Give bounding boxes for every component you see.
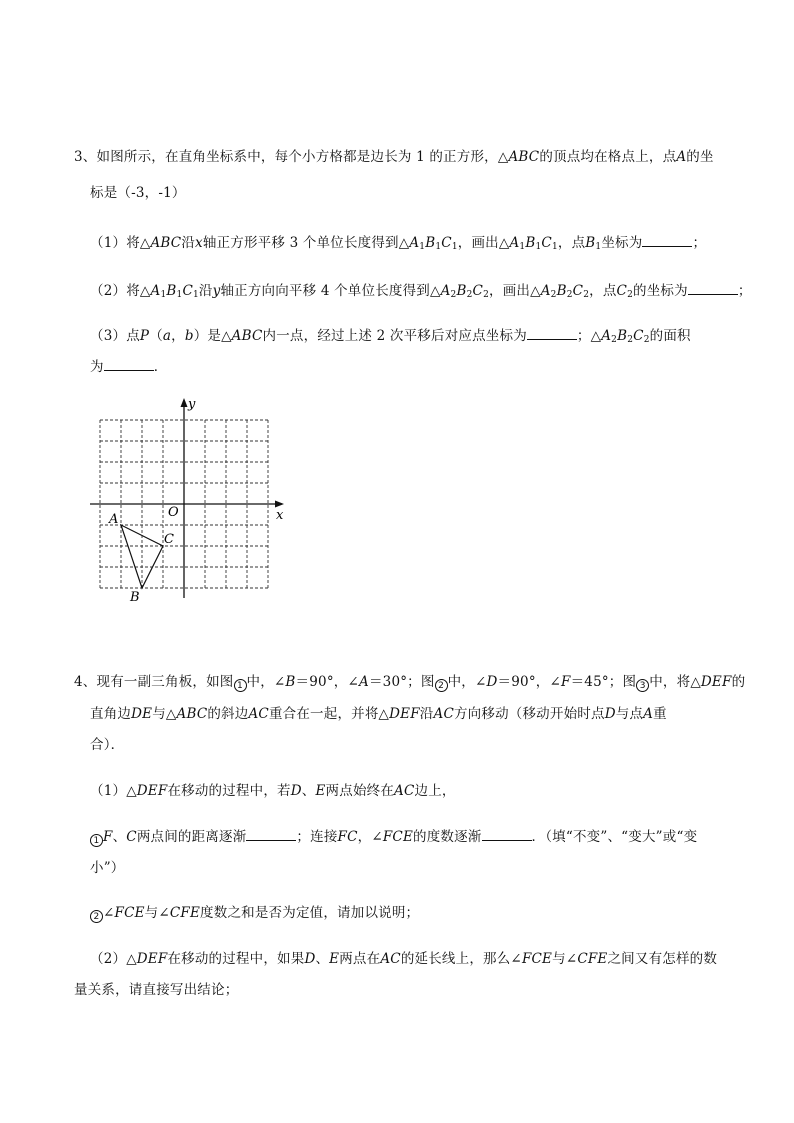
q4-text: 合）． [90, 737, 125, 753]
q4-part2 [90, 950, 717, 968]
circled-number-2: 2 [435, 679, 448, 692]
q4-ac: AC [248, 706, 269, 722]
q3-p1-sub: 1 [535, 242, 542, 252]
q4-p2-text: 两点在 [339, 951, 381, 967]
q3-stem-text-2: 的顶点均在格点上，点 [539, 149, 677, 165]
q4-p2-text: 的延长线上，那么∠ [400, 951, 522, 967]
q4-c: C [126, 829, 137, 845]
q4-sub1-cont [90, 859, 125, 877]
q4-p2-text: 与∠ [552, 951, 578, 967]
q4-ac: AC [380, 951, 401, 967]
q3-point-a: A [676, 149, 687, 165]
q4-fc: FC [337, 829, 358, 845]
q3-p2-sub2: 2 [627, 290, 633, 300]
point-c-label: C [164, 532, 174, 547]
q4-text: 重合在一起，并将△ [268, 706, 390, 722]
q3-p2-y: y [212, 283, 221, 299]
q3-p2-c1: C [182, 283, 193, 299]
q3-p3-text-c: ）是△ [193, 328, 232, 344]
circled-number-1: 1 [90, 834, 103, 847]
q3-p3-b2: B [617, 328, 628, 344]
q3-p2-sub2: 2 [466, 290, 473, 300]
q3-p2-b2: B [456, 283, 467, 299]
q4-text: 重 [653, 706, 667, 722]
q4-d: D [290, 783, 302, 799]
q4-a: A [643, 706, 654, 722]
q4-def: DEF [389, 706, 420, 722]
q3-line-2 [90, 184, 186, 202]
circled-number-2: 2 [90, 910, 103, 923]
q3-p3-text: （3）点 [90, 328, 140, 344]
q4-s1-text: 的度数逐渐 [413, 829, 482, 845]
x-axis-arrow [275, 501, 284, 508]
point-b-label: B [130, 590, 140, 605]
q3-p3-a: a [162, 328, 172, 344]
q3-p2-text-c: 轴正方向向平移 4 个单位长度得到△ [220, 283, 441, 299]
q3-p2-sub2: 2 [483, 290, 490, 300]
q3-p2-c2: C [572, 283, 584, 299]
q4-text: 直角边 [90, 706, 132, 722]
q3-abc: ABC [508, 149, 540, 165]
q3-p2-sub: 1 [160, 290, 167, 300]
q3-p3-abc: ABC [231, 328, 263, 344]
q4-s1-text: ；连接 [296, 829, 338, 845]
q3-p2-a2: A [540, 283, 551, 299]
q3-stem-text: 3、如图所示，在直角坐标系中，每个小方格都是边长为 1 的正方形，△ [74, 149, 509, 165]
q4-s2-text: ∠ [103, 905, 115, 921]
answer-blank[interactable] [246, 828, 296, 841]
q4-text: ＝90°，∠ [295, 674, 359, 690]
q3-p1-text: （1）将△ [90, 235, 151, 251]
q3-p1-sub: 1 [551, 242, 558, 252]
q4-text: ＝45°；图 [570, 674, 637, 690]
q3-p3-a2: A [601, 328, 612, 344]
q4-sub1 [90, 828, 697, 847]
q4-d: D [304, 951, 316, 967]
y-axis-arrow [181, 398, 188, 407]
q3-p3-text-e: ；△ [576, 328, 602, 344]
q4-s1-text: ．（填“不变”、“变大”或“变 [531, 829, 698, 845]
q3-p1-b1: B [425, 235, 436, 251]
q3-p1-b1: B [585, 235, 596, 251]
q4-s2-text: 与∠ [144, 905, 170, 921]
q3-p3-p: P [139, 328, 150, 344]
q4-p2-text: 在移动的过程中，如果 [167, 951, 305, 967]
q3-p3-sub2: 2 [611, 335, 618, 345]
q4-e: E [315, 783, 326, 799]
q3-p2-sub2: 2 [566, 290, 573, 300]
q4-text: 沿 [419, 706, 434, 722]
q3-p1-x: x [195, 235, 203, 251]
q3-p1-c1: C [441, 235, 452, 251]
q4-s1-text: 小”） [90, 860, 125, 876]
q4-p2-text: 之间又有怎样的数 [607, 951, 718, 967]
circled-number-1: 1 [234, 679, 247, 692]
q4-p2-text: 、 [315, 951, 330, 967]
q3-p1-sub: 1 [595, 242, 602, 252]
q4-p2-text: 量关系，请直接写出结论； [74, 982, 239, 998]
q3-p2-b1: B [166, 283, 177, 299]
answer-blank[interactable] [527, 327, 577, 340]
q4-text: 中，将△ [649, 674, 701, 690]
q4-p1-text: 两点始终在 [325, 783, 395, 799]
q3-p2-sub2: 2 [450, 290, 457, 300]
q3-p3-comma: ， [171, 328, 185, 344]
q4-line-2 [90, 705, 667, 723]
q4-cfe: CFE [169, 905, 201, 921]
q3-p2-a2: A [440, 283, 451, 299]
q4-fce: FCE [114, 905, 145, 921]
q4-f: F [561, 674, 571, 690]
q3-p3-c2: C [633, 328, 644, 344]
q3-p2-text: （2）将△ [90, 283, 151, 299]
q3-p2-b2: B [556, 283, 567, 299]
q3-p2-c2: C [616, 283, 628, 299]
q3-stem-text-4: 标是（-3，-1） [90, 185, 186, 201]
q3-p2-sub: 1 [176, 290, 183, 300]
q3-p1-sub: 1 [519, 242, 526, 252]
q3-p1-c1: C [541, 235, 552, 251]
q3-p1-a1: A [409, 235, 420, 251]
q4-s1-text: ，∠ [357, 829, 383, 845]
q3-line-1 [74, 148, 714, 166]
q4-abc: ABC [176, 706, 208, 722]
q3-p2-sub: 1 [192, 290, 199, 300]
answer-blank[interactable] [482, 828, 532, 841]
q4-text: 的 [731, 674, 746, 690]
q3-part1 [90, 234, 706, 252]
q3-p3-text-f: 的面积 [649, 328, 691, 344]
q4-text: 4、现有一副三角板，如图 [74, 674, 234, 690]
q4-ac: AC [394, 783, 415, 799]
q4-def: DEF [136, 783, 168, 799]
x-axis-label: x [276, 508, 284, 523]
q3-p2-end: ； [737, 283, 752, 299]
q4-d: D [486, 674, 498, 690]
q4-e: E [329, 951, 340, 967]
q4-de: DE [131, 706, 153, 722]
y-axis-label: y [188, 397, 196, 412]
q4-p1-text: 边上， [414, 783, 456, 799]
q3-p1-text-b: 沿 [181, 235, 196, 251]
origin-label: O [168, 505, 179, 520]
q4-text: 与点 [615, 706, 644, 722]
q4-def: DEF [136, 951, 168, 967]
answer-blank[interactable] [688, 282, 738, 295]
q3-p3-text-d: 内一点，经过上述 2 次平移后对应点坐标为 [262, 328, 527, 344]
q4-part1 [90, 782, 456, 800]
q3-p1-sub: 1 [419, 242, 426, 252]
q3-p1-text-e: ，点 [557, 235, 586, 251]
q3-p2-text-d: ，画出△ [489, 283, 541, 299]
q4-text: 的斜边 [207, 706, 249, 722]
q4-p1-text: 、 [301, 783, 316, 799]
q4-cfe: CFE [577, 951, 608, 967]
q3-p1-text-f: 坐标为 [601, 235, 643, 251]
q4-a: A [359, 674, 369, 690]
q4-p1-text: （1）△ [90, 783, 137, 799]
q4-text: ＝30°；图 [368, 674, 435, 690]
q3-p3-sub2: 2 [643, 335, 650, 345]
q4-part2-cont [74, 981, 238, 999]
q3-stem-text-3: 的坐 [686, 149, 714, 165]
answer-blank[interactable] [642, 234, 692, 247]
q3-p1-text-d: ，画出△ [457, 235, 510, 251]
q3-p1-end: ； [692, 235, 707, 251]
q3-p3-text-g: 为 [90, 359, 104, 375]
q3-p2-sub2: 2 [550, 290, 557, 300]
q3-p3-sub2: 2 [627, 335, 634, 345]
q4-ac: AC [433, 706, 454, 722]
q4-s1-text: 两点间的距离逐渐 [136, 829, 247, 845]
q4-text: 中，∠ [447, 674, 487, 690]
q4-s1-text: 、 [112, 829, 127, 845]
circled-number-3: 3 [636, 679, 649, 692]
q4-text: 中，∠ [246, 674, 286, 690]
q3-p1-abc: ABC [150, 235, 182, 251]
q3-p2-text-e: ，点 [589, 283, 617, 299]
q4-b: B [285, 674, 296, 690]
q3-p1-text-c: 轴正方形平移 3 个单位长度得到△ [202, 235, 410, 251]
q3-p3-paren: （ [149, 328, 163, 344]
q4-line-1 [74, 673, 745, 692]
q4-p1-text: 在移动的过程中，若 [167, 783, 291, 799]
q3-p2-a1: A [150, 283, 161, 299]
q4-fce: FCE [521, 951, 553, 967]
q4-line-3 [90, 736, 124, 754]
q4-text: 与△ [152, 706, 177, 722]
q3-p3-end: ． [153, 359, 168, 375]
q3-p1-sub: 1 [435, 242, 442, 252]
q4-s2-text: 度数之和是否为定值，请加以说明； [200, 905, 420, 921]
coordinate-grid-figure [84, 392, 299, 607]
answer-blank[interactable] [104, 358, 154, 371]
q4-fce: FCE [382, 829, 414, 845]
q3-p2-c2: C [472, 283, 484, 299]
q3-p2-text-b: 沿 [198, 283, 213, 299]
q3-p3-b: b [184, 328, 194, 344]
point-a-label: A [109, 512, 119, 527]
q4-f: F [103, 829, 113, 845]
q3-p2-sub2: 2 [583, 290, 590, 300]
q3-part2 [90, 282, 752, 300]
q4-sub2 [90, 904, 419, 923]
q3-p1-b1: B [525, 235, 536, 251]
q3-p1-a1: A [509, 235, 520, 251]
q3-p2-text-f: 的坐标为 [633, 283, 688, 299]
q4-def: DEF [700, 674, 732, 690]
q3-part3-cont [90, 358, 167, 376]
q3-p1-sub: 1 [451, 242, 458, 252]
q4-text: 方向移动（移动开始时点 [453, 706, 605, 722]
q4-p2-text: （2）△ [90, 951, 137, 967]
q4-text: ＝90°，∠ [497, 674, 561, 690]
q4-d: D [604, 706, 616, 722]
q3-part3 [90, 327, 691, 345]
